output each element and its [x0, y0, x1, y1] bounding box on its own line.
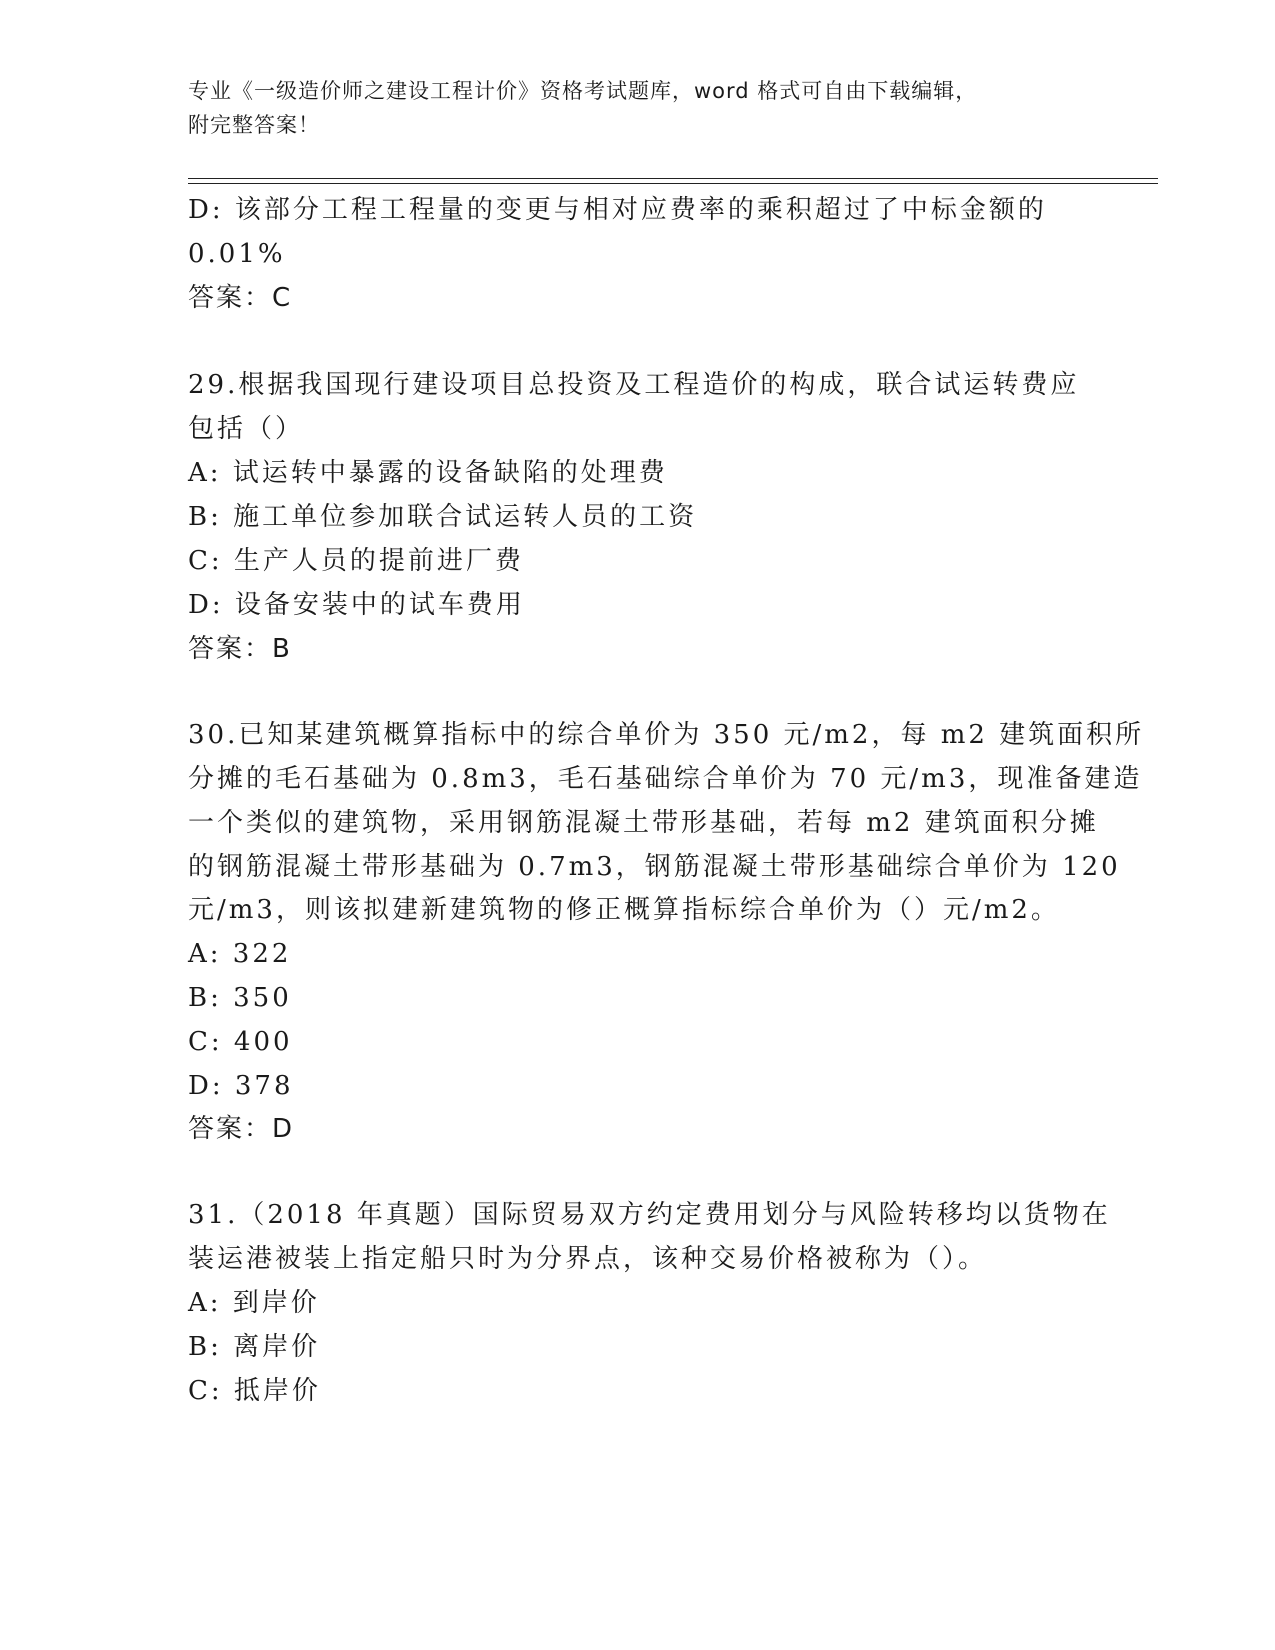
q30-option-c: C: 400	[188, 1027, 293, 1057]
q28-option-d-line1: D: 该部分工程工程量的变更与相对应费率的乘积超过了中标金额的	[188, 195, 1047, 225]
q30-stem-line2: 分摊的毛石基础为 0.8m3，毛石基础综合单价为 70 元/m3，现准备建造	[188, 764, 1143, 794]
q30-stem-line1: 30.已知某建筑概算指标中的综合单价为 350 元/m2，每 m2 建筑面积所	[188, 720, 1145, 750]
q29-option-d: D: 设备安装中的试车费用	[188, 590, 525, 620]
q30-stem-line5: 元/m3，则该拟建新建筑物的修正概算指标综合单价为（）元/m2。	[188, 895, 1060, 925]
q28-answer: 答案：C	[188, 283, 293, 313]
q31-option-b: B: 离岸价	[188, 1332, 321, 1362]
q29-option-b: B: 施工单位参加联合试运转人员的工资	[188, 502, 698, 532]
q29-stem-line1: 29.根据我国现行建设项目总投资及工程造价的构成，联合试运转费应	[188, 370, 1080, 400]
header-divider-top	[188, 178, 1158, 179]
header-line-2: 附完整答案！	[188, 113, 320, 137]
q29-stem-line2: 包括（）	[188, 414, 305, 444]
q29-option-a: A: 试运转中暴露的设备缺陷的处理费	[188, 458, 668, 488]
q30-stem-line4: 的钢筋混凝土带形基础为 0.7m3，钢筋混凝土带形基础综合单价为 120	[188, 852, 1121, 882]
q30-option-b: B: 350	[188, 983, 292, 1013]
q30-stem-line3: 一个类似的建筑物，采用钢筋混凝土带形基础，若每 m2 建筑面积分摊	[188, 808, 1099, 838]
q31-option-a: A: 到岸价	[188, 1288, 320, 1318]
q29-answer: 答案：B	[188, 634, 292, 664]
q30-answer: 答案：D	[188, 1114, 295, 1144]
q30-option-a: A: 322	[188, 939, 292, 969]
q29-option-c: C: 生产人员的提前进厂费	[188, 546, 524, 576]
q31-stem-line2: 装运港被装上指定船只时为分界点，该种交易价格被称为（）。	[188, 1244, 988, 1274]
q28-option-d-line2: 0.01%	[188, 239, 286, 269]
header-divider-bottom	[188, 183, 1158, 184]
document-header	[188, 74, 1088, 142]
q30-option-d: D: 378	[188, 1071, 294, 1101]
q31-stem-line1: 31.（2018 年真题）国际贸易双方约定费用划分与风险转移均以货物在	[188, 1200, 1111, 1230]
q31-option-c: C: 抵岸价	[188, 1376, 321, 1406]
header-line-1: 专业《一级造价师之建设工程计价》资格考试题库，word 格式可自由下载编辑，	[188, 79, 978, 103]
